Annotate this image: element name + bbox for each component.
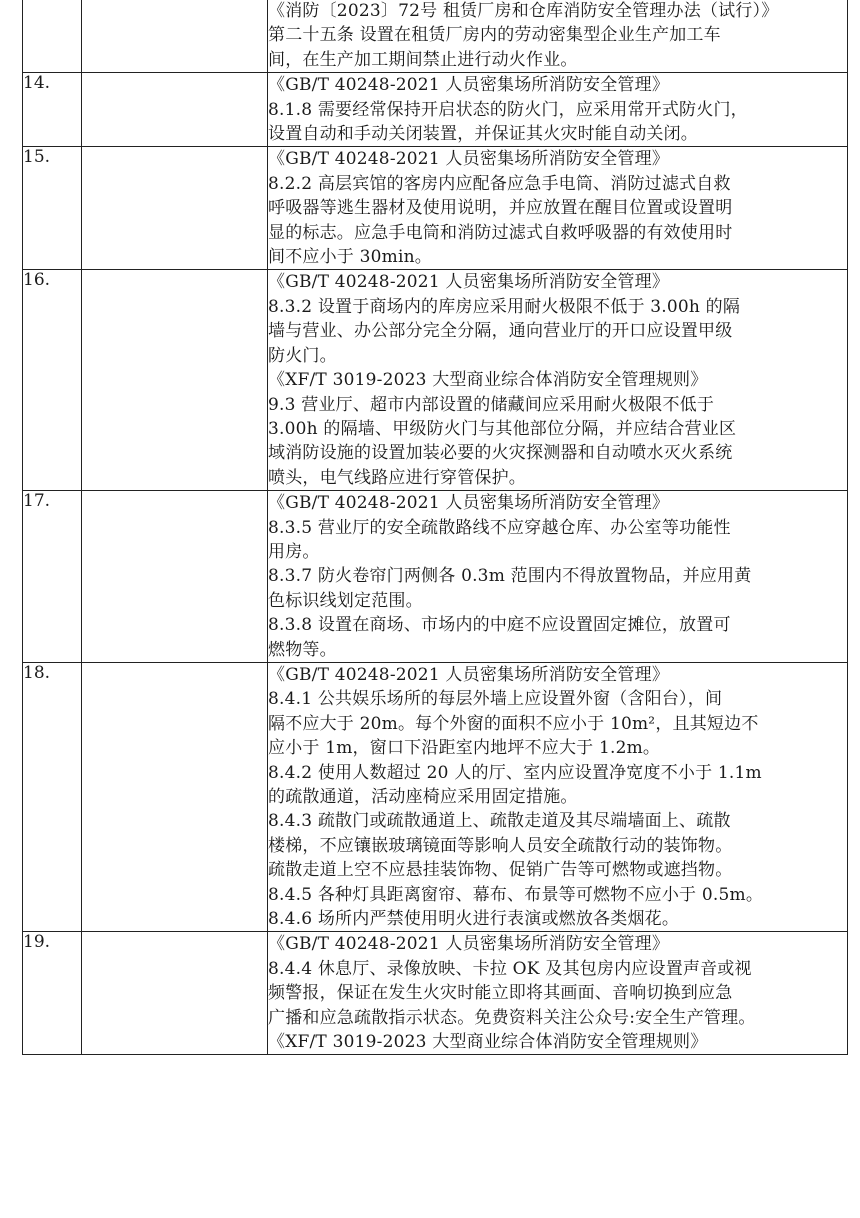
regulation-content — [268, 491, 848, 663]
regulation-content — [268, 147, 848, 270]
regulation-content — [268, 932, 848, 1055]
empty-cell — [82, 491, 268, 663]
regulation-text-line: 8.3.2 设置于商场内的库房应采用耐火极限不低于 3.00h 的隔 — [268, 296, 741, 317]
regulation-text-line: 《GB/T 40248-2021 人员密集场所消防安全管理》 — [268, 934, 670, 955]
regulation-text-line: 楼梯，不应镶嵌玻璃镜面等影响人员安全疏散行动的装饰物。 — [268, 835, 733, 856]
empty-cell — [82, 73, 268, 147]
regulation-text-line: 8.4.4 休息厅、录像放映、卡拉 OK 及其包房内应设置声音或视 — [268, 958, 752, 979]
regulation-text-line: 应小于 1m，窗口下沿距室内地坪不应大于 1.2m。 — [268, 738, 661, 759]
regulation-text-line: 8.3.5 营业厅的安全疏散路线不应穿越仓库、办公室等功能性 — [268, 517, 731, 538]
item-number: 18. — [23, 662, 82, 931]
regulation-table — [22, 0, 848, 1055]
empty-cell — [82, 147, 268, 270]
item-number: 17. — [23, 491, 82, 663]
regulation-text-line: 疏散走道上空不应悬挂装饰物、促销广告等可燃物或遮挡物。 — [268, 860, 733, 881]
table-row — [23, 0, 848, 73]
regulation-text-line: 色标识线划定范围。 — [268, 590, 423, 611]
regulation-text-line: 域消防设施的设置加装必要的火灾探测器和自动喷水灭火系统 — [268, 443, 733, 464]
regulation-text-line: 第二十五条 设置在租赁厂房内的劳动密集型企业生产加工车 — [268, 25, 721, 46]
regulation-text-line: 8.2.2 高层宾馆的客房内应配备应急手电筒、消防过滤式自救 — [268, 173, 731, 194]
regulation-text-line: 8.3.8 设置在商场、市场内的中庭不应设置固定摊位，放置可 — [268, 615, 731, 636]
regulation-text-line: 隔不应大于 20m。每个外窗的面积不应小于 10m²，且其短边不 — [268, 713, 759, 734]
regulation-text-line: 3.00h 的隔墙、甲级防火门与其他部位分隔，并应结合营业区 — [268, 418, 737, 439]
table-row — [23, 491, 848, 663]
item-number: 16. — [23, 270, 82, 491]
regulation-text-line: 《GB/T 40248-2021 人员密集场所消防安全管理》 — [268, 149, 670, 170]
regulation-text-line: 8.1.8 需要经常保持开启状态的防火门，应采用常开式防火门， — [268, 99, 748, 120]
regulation-text-line: 广播和应急疏散指示状态。免费资料关注公众号:安全生产管理。 — [268, 1007, 756, 1028]
regulation-content — [268, 0, 848, 73]
table-row — [23, 662, 848, 931]
regulation-text-line: 《GB/T 40248-2021 人员密集场所消防安全管理》 — [268, 493, 670, 514]
regulation-content — [268, 270, 848, 491]
table-row — [23, 932, 848, 1055]
empty-cell — [82, 932, 268, 1055]
regulation-text-line: 呼吸器等逃生器材及使用说明，并应放置在醒目位置或设置明 — [268, 198, 733, 219]
regulation-text-line: 《XF/T 3019-2023 大型商业综合体消防安全管理规则》 — [268, 370, 708, 391]
regulation-text-line: 8.4.5 各种灯具距离窗帘、幕布、布景等可燃物不应小于 0.5m。 — [268, 884, 764, 905]
item-number: 14. — [23, 73, 82, 147]
regulation-text-line: 《GB/T 40248-2021 人员密集场所消防安全管理》 — [268, 75, 670, 96]
regulation-text-line: 间不应小于 30min。 — [268, 247, 432, 268]
regulation-text-line: 墙与营业、办公部分完全分隔，通向营业厅的开口应设置甲级 — [268, 321, 733, 342]
regulation-content — [268, 73, 848, 147]
empty-cell — [82, 0, 268, 73]
regulation-text-line: 《消防〔2023〕72号 租赁厂房和仓库消防安全管理办法（试行）》 — [268, 1, 779, 21]
table-row — [23, 147, 848, 270]
regulation-text-line: 9.3 营业厅、超市内部设置的储藏间应采用耐火极限不低于 — [268, 394, 715, 415]
regulation-text-line: 8.4.2 使用人数超过 20 人的厅、室内应设置净宽度不小于 1.1m — [268, 762, 762, 783]
regulation-text-line: 8.3.7 防火卷帘门两侧各 0.3m 范围内不得放置物品，并应用黄 — [268, 566, 752, 587]
regulation-text-line: 频警报，保证在发生火灾时能立即将其画面、音响切换到应急 — [268, 983, 733, 1004]
regulation-text-line: 《GB/T 40248-2021 人员密集场所消防安全管理》 — [268, 664, 670, 685]
regulation-text-line: 喷头，电气线路应进行穿管保护。 — [268, 467, 526, 488]
regulation-text-line: 《XF/T 3019-2023 大型商业综合体消防安全管理规则》 — [268, 1032, 708, 1053]
regulation-text-line: 防火门。 — [268, 345, 337, 366]
empty-cell — [82, 270, 268, 491]
regulation-text-line: 《GB/T 40248-2021 人员密集场所消防安全管理》 — [268, 272, 670, 293]
regulation-text-line: 8.4.3 疏散门或疏散通道上、疏散走道及其尽端墙面上、疏散 — [268, 811, 731, 832]
regulation-text-line: 间，在生产加工期间禁止进行动火作业。 — [268, 49, 578, 70]
regulation-text-line: 8.4.1 公共娱乐场所的每层外墙上应设置外窗（含阳台），间 — [268, 689, 723, 710]
regulation-table-body — [23, 0, 848, 1055]
item-number: 15. — [23, 147, 82, 270]
empty-cell — [82, 662, 268, 931]
item-number: 19. — [23, 932, 82, 1055]
regulation-text-line: 8.4.6 场所内严禁使用明火进行表演或燃放各类烟花。 — [268, 909, 680, 930]
regulation-text-line: 用房。 — [268, 541, 320, 562]
regulation-content — [268, 662, 848, 931]
regulation-text-line: 显的标志。应急手电筒和消防过滤式自救呼吸器的有效使用时 — [268, 222, 733, 243]
table-row — [23, 270, 848, 491]
item-number — [23, 0, 82, 73]
regulation-text-line: 燃物等。 — [268, 639, 337, 660]
table-row — [23, 73, 848, 147]
regulation-text-line: 的疏散通道，活动座椅应采用固定措施。 — [268, 787, 578, 807]
regulation-text-line: 设置自动和手动关闭装置，并保证其火灾时能自动关闭。 — [268, 124, 698, 145]
